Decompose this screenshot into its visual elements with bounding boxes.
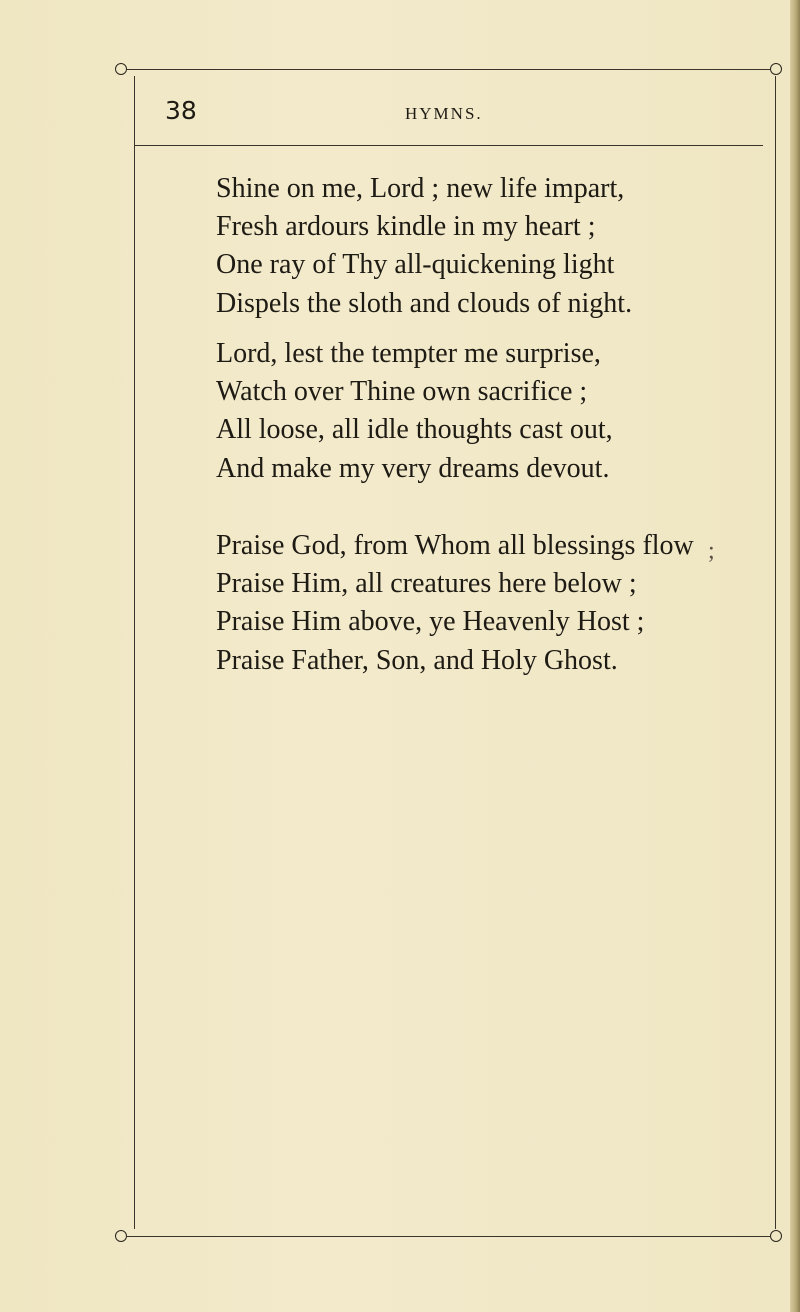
stanza-line: Praise Him above, ye Heavenly Host ; (216, 606, 645, 638)
stray-semicolon: ; (708, 538, 715, 564)
stanza-line: Dispels the sloth and clouds of night. (216, 287, 633, 319)
stanza-1 (216, 170, 632, 323)
stanza-line: And make my very dreams devout. (216, 452, 610, 484)
corner-ring-bottom-right (770, 1230, 782, 1242)
corner-ring-bottom-left (115, 1230, 127, 1242)
bottom-frame-rule (127, 1236, 770, 1237)
corner-ring-top-left (115, 63, 127, 75)
corner-ring-top-right (770, 63, 782, 75)
stanza-line: Lord, lest the tempter me surprise, (216, 338, 601, 369)
top-frame-rule (127, 69, 770, 70)
page-number: 38 (165, 96, 197, 125)
stanza-line: All loose, all idle thoughts cast out, (216, 414, 613, 446)
stanza-line: One ray of Thy all-quickening light (216, 249, 615, 281)
running-head: HYMNS. (405, 104, 483, 123)
stanza-line: Praise God, from Whom all blessings flow (216, 530, 694, 561)
stanza-2 (216, 335, 613, 488)
left-frame-rule (134, 76, 135, 1229)
page-edge-shadow (790, 0, 800, 1312)
stanza-line: Watch over Thine own sacrifice ; (216, 376, 588, 408)
stanza-3 (216, 527, 694, 680)
stanza-line: Praise Father, Son, and Holy Ghost. (216, 644, 618, 676)
stanza-line: Shine on me, Lord ; new life impart, (216, 173, 625, 204)
stanza-line: Praise Him, all creatures here below ; (216, 568, 637, 600)
header-rule (134, 145, 763, 146)
right-frame-rule (775, 76, 776, 1229)
stanza-line: Fresh ardours kindle in my heart ; (216, 211, 596, 243)
